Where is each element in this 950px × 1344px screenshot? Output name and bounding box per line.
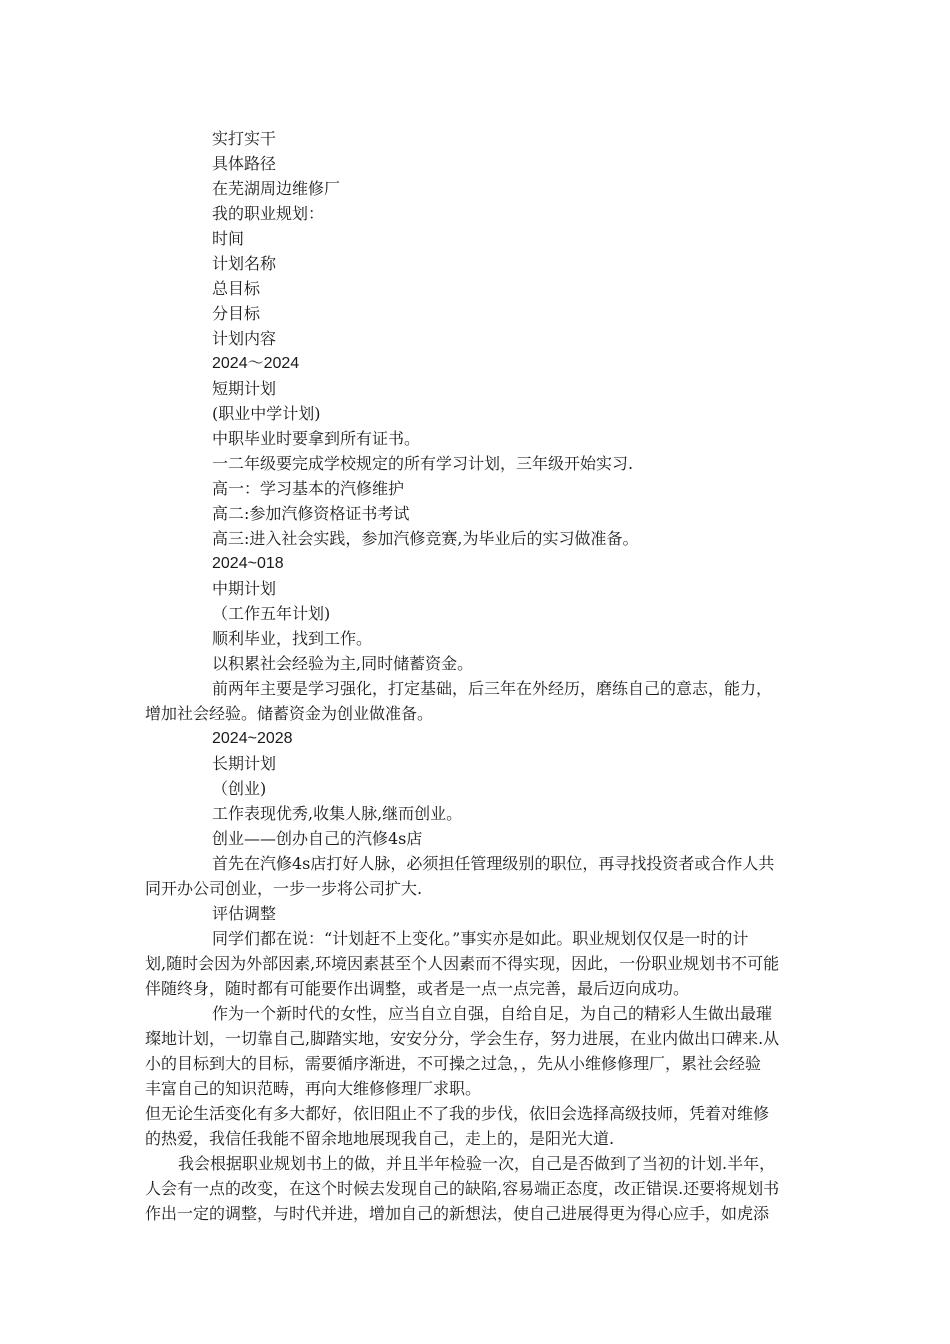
text-line: 作为一个新时代的女性，应当自立自强，自给自足，为自己的精彩人生做出最璀 [212, 1004, 773, 1023]
text-line: （工作五年计划) [212, 604, 331, 623]
text-line: 同学们都在说：“计划赶不上变化。”事实亦是如此。职业规划仅仅是一时的计 [212, 929, 749, 948]
text-line: 我会根据职业规划书上的做，并且半年检验一次，自己是否做到了当初的计划.半年， [178, 1154, 776, 1173]
text-line: 人会有一点的改变，在这个时候去发现自己的缺陷,容易端正态度，改正错误.还要将规划书 [145, 1179, 780, 1198]
text-line: 一二年级要完成学校规定的所有学习计划，三年级开始实习. [212, 454, 634, 473]
text-line: 的热爱，我信任我能不留余地地展现我自己，走上的，是阳光大道. [145, 1129, 615, 1148]
text-line: 具体路径 [212, 154, 277, 173]
text-line: 高一：学习基本的汽修维护 [212, 479, 405, 498]
text-line: 高三:进入社会实践，参加汽修竞赛,为毕业后的实习做准备。 [212, 529, 639, 548]
text-line: 作出一定的调整，与时代并进，增加自己的新想法，使自己进展得更为得心应手，如虎添 [145, 1204, 770, 1223]
text-line: 丰富自己的知识范畴，再向大维修修理厂求职。 [145, 1079, 482, 1098]
text-line: 顺利毕业，找到工作。 [212, 629, 373, 648]
text-line: 划,随时会因为外部因素,环境因素甚至个人因素而不得实现，因此，一份职业规划书不可能 [145, 954, 780, 973]
date-range: 2024~2028 [212, 730, 293, 747]
section-heading: 短期计划 [212, 379, 277, 398]
date-range: 2024～2024 [212, 355, 300, 372]
text-line: 但无论生活变化有多大都好，依旧阻止不了我的步伐，依旧会选择高级技师，凭着对维修 [145, 1104, 770, 1123]
text-line: 时间 [212, 229, 245, 248]
text-line: 创业——创办自己的汽修4s店 [212, 829, 423, 848]
text-line: 计划名称 [212, 254, 277, 273]
text-line: 在芜湖周边维修厂 [212, 179, 341, 198]
date-range: 2024~018 [212, 555, 284, 572]
text-line: 工作表现优秀,收集人脉,继而创业。 [212, 804, 463, 823]
text-line: 总目标 [212, 279, 261, 298]
text-line: 实打实干 [212, 129, 277, 148]
text-line: 以积累社会经验为主,同时储蓄资金。 [212, 654, 474, 673]
section-heading: 长期计划 [212, 754, 277, 773]
text-line: 中职毕业时要拿到所有证书。 [212, 429, 421, 448]
text-line: 分目标 [212, 304, 261, 323]
section-heading: 中期计划 [212, 579, 277, 598]
text-line: （创业) [212, 779, 267, 798]
text-line: 伴随终身，随时都有可能要作出调整，或者是一点一点完善，最后迈向成功。 [145, 979, 690, 998]
text-line: 前两年主要是学习强化，打定基础，后三年在外经历，磨练自己的意志，能力， [212, 679, 773, 698]
text-line: 我的职业规划： [212, 204, 325, 223]
text-line: 高二:参加汽修资格证书考试 [212, 504, 410, 523]
text-line: 计划内容 [212, 329, 277, 348]
text-line: (职业中学计划) [212, 404, 321, 423]
text-line: 增加社会经验。储蓄资金为创业做准备。 [145, 704, 434, 723]
section-heading: 评估调整 [212, 904, 277, 923]
text-line: 首先在汽修4s店打好人脉，必须担任管理级别的职位，再寻找投资者或合作人共 [212, 854, 775, 873]
text-line: 同开办公司创业，一步一步将公司扩大. [145, 879, 423, 898]
text-line: 璨地计划，一切靠自己,脚踏实地，安安分分，学会生存，努力进展，在业内做出口碑来.从 [145, 1029, 780, 1048]
text-line: 小的目标到大的目标，需要循序渐进，不可操之过急，，先从小维修修理厂，累社会经验 [145, 1054, 762, 1073]
